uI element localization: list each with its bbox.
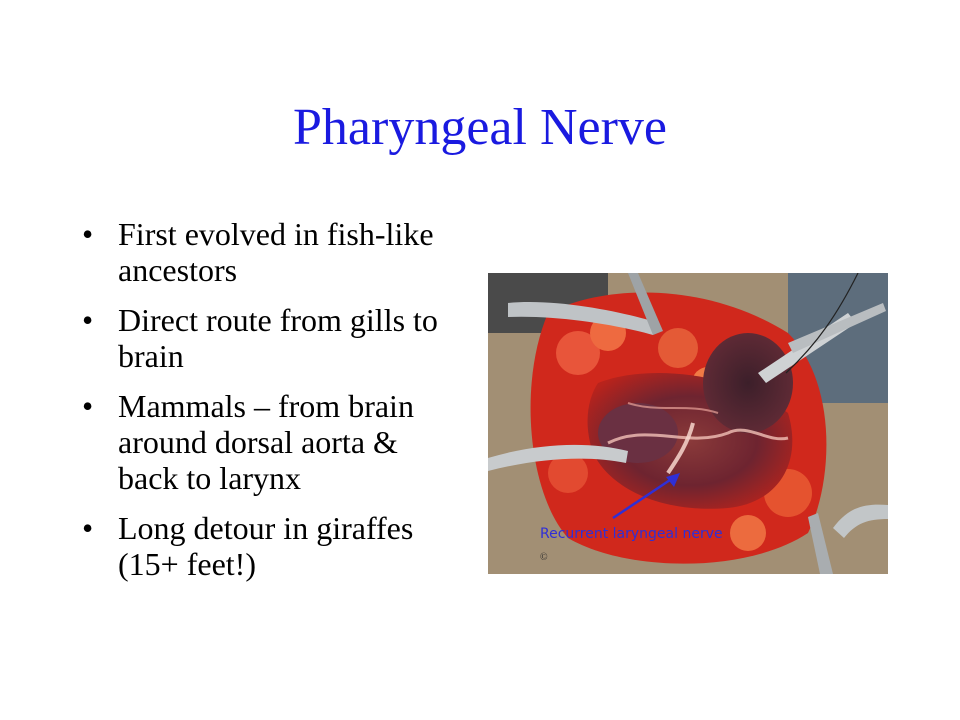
photo-caption: Recurrent laryngeal nerve	[540, 526, 723, 542]
bullet-dot-icon: •	[82, 388, 94, 424]
bullet-item	[80, 302, 460, 374]
bullet-item	[80, 388, 460, 496]
bullet-text: Mammals – from brain around dorsal aorta & back to larynx	[118, 388, 414, 496]
svg-text:©: ©	[540, 552, 548, 563]
bullet-text: Long detour in giraffes (15+ feet!)	[118, 510, 414, 582]
bullet-dot-icon: •	[82, 510, 94, 546]
bullet-dot-icon: •	[82, 216, 94, 252]
slide-title: Pharyngeal Nerve	[293, 99, 667, 156]
bullet-text: Direct route from gills to brain	[118, 302, 438, 374]
bullet-list	[80, 216, 460, 596]
surgical-photo	[488, 273, 888, 574]
bullet-item	[80, 510, 460, 582]
bullet-dot-icon: •	[82, 302, 94, 338]
bullet-item	[80, 216, 460, 288]
bullet-text: First evolved in fish-like ancestors	[118, 216, 434, 288]
surgical-photo-image	[488, 273, 888, 574]
